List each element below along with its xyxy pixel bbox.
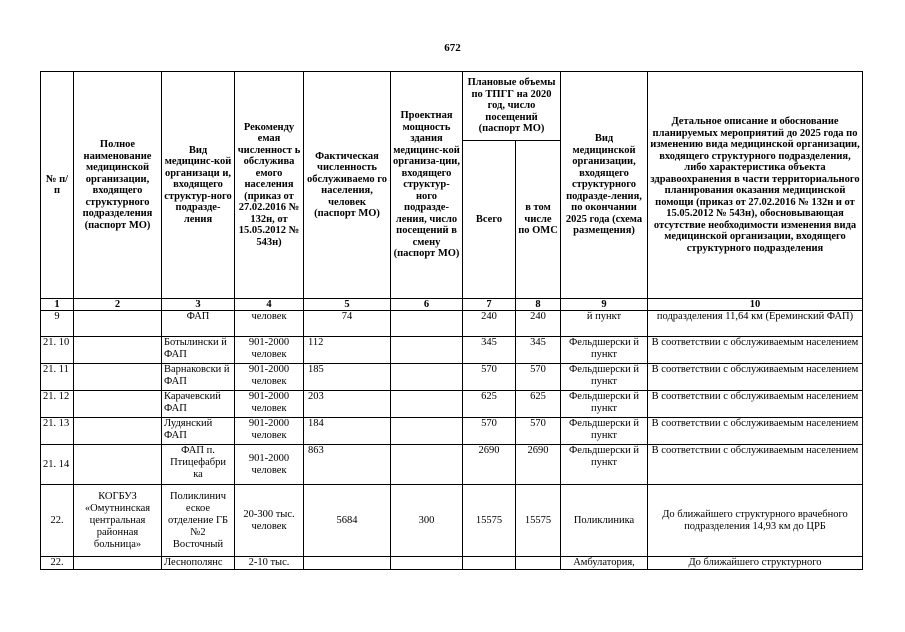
cell-recommended: 901-2000 человек	[235, 445, 304, 485]
cell-type: Леснополянс	[162, 557, 235, 570]
cell-total: 2690	[463, 445, 516, 485]
cell-type-2025: Поликлиника	[561, 485, 648, 557]
header-recommended-population: Рекоменду емая численност ь обслужива емого населения (приказ от 27.02.2016 № 132н, от 15.05.2012 № 543н)	[235, 72, 304, 299]
cell-number: 21. 12	[41, 391, 74, 418]
cell-recommended: 2-10 тыс.	[235, 557, 304, 570]
column-number: 2	[74, 299, 162, 311]
header-capacity: Проектная мощность здания медицинс-кой организа-ции, входящего структур-ного подразде-ления, число посещений в смену (паспорт МО)	[391, 72, 463, 299]
cell-description: В соответствии с обслуживаемым населением	[648, 391, 863, 418]
cell-capacity	[391, 337, 463, 364]
table-row	[41, 485, 863, 557]
cell-description: До ближайшего структурного врачебного подразделения 14,93 км до ЦРБ	[648, 485, 863, 557]
column-number: 10	[648, 299, 863, 311]
header-type-2025: Вид медицинской организации, входящего структурного подразде-ления, по окончании 2025 года (схема размещения)	[561, 72, 648, 299]
page-number: 672	[444, 42, 461, 54]
cell-actual: 112	[304, 337, 391, 364]
cell-capacity	[391, 557, 463, 570]
cell-capacity	[391, 391, 463, 418]
table-row	[41, 311, 863, 337]
cell-capacity	[391, 445, 463, 485]
cell-type: Лудянский ФАП	[162, 418, 235, 445]
cell-number: 21. 14	[41, 445, 74, 485]
cell-type-2025: Фельдшерски й пункт	[561, 337, 648, 364]
header-organization: Полное наименование медицинской организации, входящего структурного подразделения (паспорт МО)	[74, 72, 162, 299]
cell-oms: 15575	[516, 485, 561, 557]
cell-oms: 625	[516, 391, 561, 418]
cell-capacity	[391, 311, 463, 337]
cell-oms: 570	[516, 364, 561, 391]
cell-type: Ботылински й ФАП	[162, 337, 235, 364]
column-number: 6	[391, 299, 463, 311]
cell-organization	[74, 557, 162, 570]
cell-organization	[74, 337, 162, 364]
table-row	[41, 445, 863, 485]
cell-number: 22.	[41, 557, 74, 570]
column-number: 3	[162, 299, 235, 311]
cell-organization	[74, 418, 162, 445]
cell-organization	[74, 391, 162, 418]
table-row	[41, 391, 863, 418]
cell-description: подразделения 11,64 км (Ереминский ФАП)	[648, 311, 863, 337]
column-number: 1	[41, 299, 74, 311]
cell-organization	[74, 311, 162, 337]
cell-actual: 185	[304, 364, 391, 391]
cell-total: 625	[463, 391, 516, 418]
cell-total: 240	[463, 311, 516, 337]
cell-total	[463, 557, 516, 570]
cell-oms: 345	[516, 337, 561, 364]
cell-number: 22.	[41, 485, 74, 557]
cell-capacity	[391, 364, 463, 391]
cell-total: 570	[463, 418, 516, 445]
header-oms: в том числе по ОМС	[516, 141, 561, 299]
cell-total: 570	[463, 364, 516, 391]
cell-description: В соответствии с обслуживаемым населением	[648, 337, 863, 364]
cell-recommended: 901-2000 человек	[235, 337, 304, 364]
column-number-row	[41, 299, 863, 311]
cell-number: 21. 13	[41, 418, 74, 445]
cell-actual: 74	[304, 311, 391, 337]
cell-type: ФАП п. Птицефабри ка	[162, 445, 235, 485]
cell-oms: 2690	[516, 445, 561, 485]
column-number: 9	[561, 299, 648, 311]
cell-recommended: человек	[235, 311, 304, 337]
cell-recommended: 901-2000 человек	[235, 364, 304, 391]
column-number: 8	[516, 299, 561, 311]
cell-oms: 570	[516, 418, 561, 445]
cell-capacity	[391, 418, 463, 445]
cell-number: 9	[41, 311, 74, 337]
cell-organization	[74, 364, 162, 391]
cell-description: В соответствии с обслуживаемым населением	[648, 418, 863, 445]
cell-type-2025: й пункт	[561, 311, 648, 337]
cell-recommended: 901-2000 человек	[235, 418, 304, 445]
header-actual-population: Фактическая численность обслуживаемо го населения, человек (паспорт МО)	[304, 72, 391, 299]
header-description: Детальное описание и обоснование планируемых мероприятий до 2025 года по изменению вида медицинской организации, входящего структурного подразделения, либо характеристика объекта здравоохранения в части территориального планирования оказания медицинской помощи (приказ от 27.02.2016 № 132н и от 15.05.2012 № 543н), обосновывающая отсутствие необходимости изменения вида медицинской организации, входящего структурного подразделения	[648, 72, 863, 299]
cell-total: 345	[463, 337, 516, 364]
cell-oms	[516, 557, 561, 570]
cell-type-2025: Фельдшерски й пункт	[561, 391, 648, 418]
header-planned-volumes: Плановые объемы по ТПГГ на 2020 год, число посещений (паспорт МО)	[463, 72, 561, 141]
cell-type-2025: Фельдшерски й пункт	[561, 418, 648, 445]
table-row	[41, 418, 863, 445]
column-number: 7	[463, 299, 516, 311]
cell-number: 21. 11	[41, 364, 74, 391]
cell-oms: 240	[516, 311, 561, 337]
cell-description: В соответствии с обслуживаемым населением	[648, 364, 863, 391]
cell-description: В соответствии с обслуживаемым населением	[648, 445, 863, 485]
cell-type-2025: Фельдшерски й пункт	[561, 445, 648, 485]
header-type: Вид медицинс-кой организаци и, входящего структур-ного подразде-ления	[162, 72, 235, 299]
cell-type: Карачевский ФАП	[162, 391, 235, 418]
cell-type: Варнаковски й ФАП	[162, 364, 235, 391]
table-row	[41, 337, 863, 364]
cell-type-2025: Амбулатория,	[561, 557, 648, 570]
cell-type: ФАП	[162, 311, 235, 337]
column-number: 5	[304, 299, 391, 311]
cell-capacity: 300	[391, 485, 463, 557]
table-row	[41, 557, 863, 570]
cell-description: До ближайшего структурного	[648, 557, 863, 570]
column-number: 4	[235, 299, 304, 311]
cell-organization	[74, 445, 162, 485]
header-number: № п/п	[41, 72, 74, 299]
cell-actual: 863	[304, 445, 391, 485]
cell-number: 21. 10	[41, 337, 74, 364]
cell-actual: 5684	[304, 485, 391, 557]
cell-type-2025: Фельдшерски й пункт	[561, 364, 648, 391]
cell-actual	[304, 557, 391, 570]
cell-actual: 184	[304, 418, 391, 445]
cell-actual: 203	[304, 391, 391, 418]
medical-organizations-table	[40, 71, 863, 570]
cell-total: 15575	[463, 485, 516, 557]
cell-type: Поликлинич еское отделение ГБ №2 Восточный	[162, 485, 235, 557]
header-total: Всего	[463, 141, 516, 299]
cell-organization: КОГБУЗ «Омутнинская центральная районная больница»	[74, 485, 162, 557]
cell-recommended: 901-2000 человек	[235, 391, 304, 418]
table-row	[41, 364, 863, 391]
cell-recommended: 20-300 тыс. человек	[235, 485, 304, 557]
